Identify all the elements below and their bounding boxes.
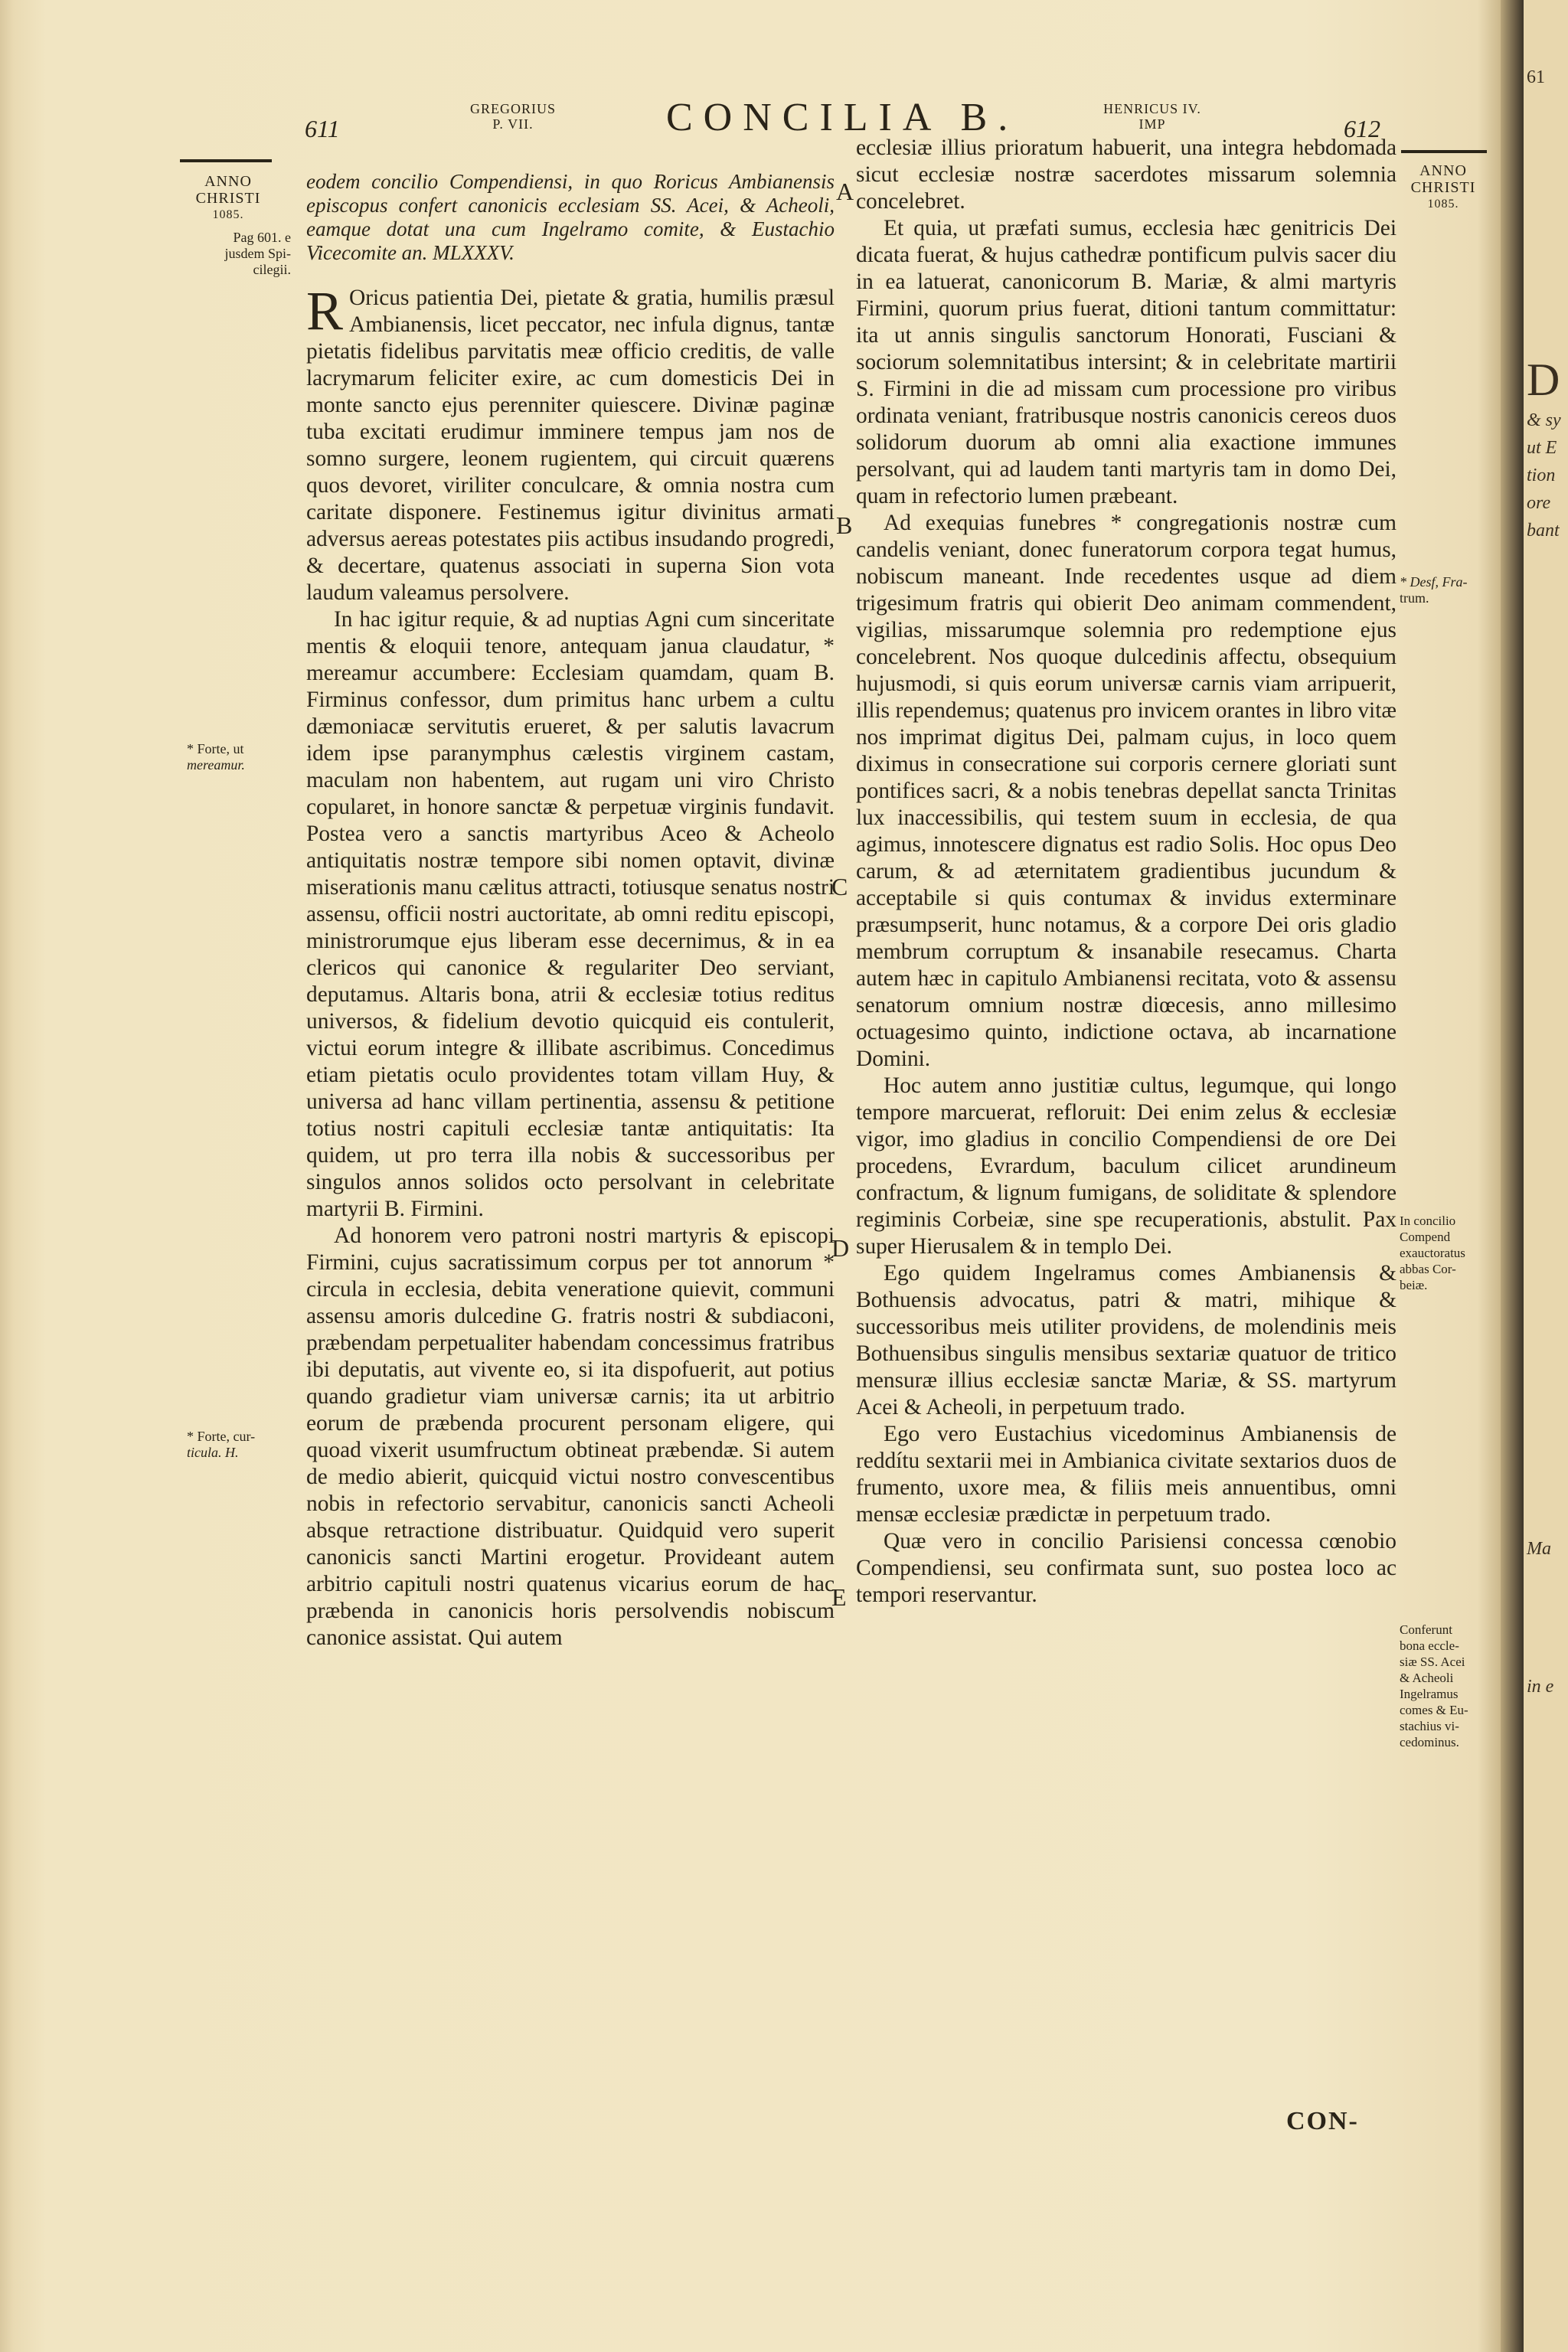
note-line: * Forte, ut bbox=[187, 741, 244, 756]
next-page-fragment: Ma bbox=[1527, 1539, 1551, 1559]
right-text-column bbox=[856, 135, 1396, 1609]
right-anno-christi bbox=[1401, 162, 1485, 213]
catchword: CON- bbox=[1286, 2107, 1359, 2135]
next-page-fragment: ut E bbox=[1527, 438, 1557, 458]
paragraph bbox=[306, 280, 835, 606]
note-line: mereamur. bbox=[187, 757, 245, 773]
note-line: Conferunt bbox=[1400, 1622, 1452, 1637]
anno-line: CHRISTI bbox=[195, 190, 261, 207]
document-intro: eodem concilio Compendiensi, in quo Roricus Ambianensis episcopus confert canonicis ecclesiam SS. Acei, & Acheoli, eamque dotat una cum Ingelramo comite, & Eustachio Vicecomite an. MLXXXV. bbox=[306, 170, 835, 264]
note-line: Ingelramus bbox=[1400, 1687, 1459, 1701]
next-page-edge bbox=[1524, 0, 1568, 2352]
left-margin-note-2 bbox=[187, 1429, 294, 1461]
right-page-number: 612 bbox=[1344, 115, 1380, 142]
next-page-fragment: bant bbox=[1527, 521, 1560, 541]
paragraph: Et quia, ut præfati sumus, ecclesia hæc genitricis Dei dicata fuerat, & hujus cathedræ pontificum pulvis sacer diu in ea latuerat, canonicorum B. Mariæ, & almi martyris Firmini, quorum prius fuerat, ditioni tantum committatur: ita ut annis singulis sanctorum Honorati, Fusciani & sociorum solemnitatibus intersint; & in celebritate martirii S. Firmini in die ad missam cum processione pro viribus ordinata veniant, fratribusque nostris canonicis cereos duos solidorum duorum ab omni alia exactione immunes persolvant, qui ad laudem tanti martyris tam in domo Dei, quam in refectorio lumen præbeant. bbox=[856, 216, 1396, 508]
note-line: beiæ. bbox=[1400, 1278, 1428, 1292]
note-line: exauctoratus bbox=[1400, 1246, 1465, 1260]
note-line: cilegii. bbox=[253, 262, 291, 277]
running-head-line: GREGORIUS bbox=[469, 101, 556, 116]
next-page-fragment: & sy bbox=[1527, 410, 1561, 430]
running-head-line: IMP bbox=[1138, 116, 1166, 132]
paragraph: Quæ vero in concilio Parisiensi concessa cœnobio Compendiensi, seu confirmata sunt, suo postea loco ac tempori reservantur. bbox=[856, 1529, 1396, 1607]
anno-line: 1085. bbox=[1427, 198, 1459, 211]
drop-cap: R bbox=[306, 280, 344, 341]
paragraph: Ad exequias funebres * congregationis nostræ cum candelis veniant, donec funeratorum corpora tegat humus, nobiscum maneant. Inde recedentes usque ad diem trigesimum fratris qui obierit Deo animam commendent, vigilias, missarumque solemnia pro redemptione ejus concelebrent. Nos quoque dulcedinis affectu, obsequium hujusmodi, si quis eorum universæ carnis viam arripuerit, illis rependemus; quatenus pro invicem orantes in libro vitæ nos imprimat digitus Dei, palmam cujus, in loco quem diximus in consecratione sui corporis cernere gloriati sunt pontifices sacri, & a nobis tenebras depellat sancta Trinitas lux inaccessibilis, qui testem suum in ecclesia, de qua agimus, innotescere dignatus est radio Solis. Hoc opus Deo carum, & ad æternitatem gradientibus jucundum & acceptabile si quis contumax & invidus exterminare præsumpserit, hunc notamus, & a corpore Dei oris gladio membrum corruptum & insanabile resecamus. Charta autem hæc in capitulo Ambianensi recitata, voto & assensu senatorum omnium nostræ diœcesis, anno millesimo octuagesimo quinto, indictione octava, ab incarnatione Domini. bbox=[856, 511, 1396, 1071]
left-anno-christi bbox=[190, 173, 266, 224]
section-letter-a: A bbox=[836, 178, 854, 205]
note-line: Pag 601. e bbox=[233, 230, 291, 245]
next-page-fragment: tion bbox=[1527, 466, 1556, 485]
anno-line: ANNO bbox=[204, 173, 252, 190]
note-line: & Acheoli bbox=[1400, 1671, 1454, 1685]
section-letter-b: B bbox=[836, 511, 853, 539]
paragraph: In hac igitur requie, & ad nuptias Agni cum sinceritate mentis & eloquii tenore, antequam janua claudatur, * mereamur accumbere: Ecclesiam quamdam, quam B. Firminus confessor, dum primitus hanc urbem a cultu dæmoniacæ servitutis erueret, & per salutis lavacrum idem ipse paranymphus cælestis virginem castam, maculam non habentem, aut rugam uni viro Christo copularet, in honore sanctæ & perpetuæ virginis fundavit. Postea vero a sanctis martyribus Aceo & Acheolo antiquitatis nostræ tempore sibi nomen optavit, divinæ miserationis manu cælitus attracti, totiusque senatus nostri assensu, officii nostri auctoritate, ab omni reditu episcopi, ministrorumque ejus liberam esse decernimus, & in ea clericos qui canonice & regulariter Deo serviant, deputamus. Altaris bona, atrii & ecclesiæ totius reditus universos, & fidelium devotio quicquid eis contulerit, victui eorum integre & illibate ascribimus. Concedimus etiam pietatis oculo providentes totam villam Huy, & universa ad hanc villam pertinentia, assensu & petitione totius nostri capituli ecclesiæ tantæ antiquitatis: Ita quidem, ut pro terra illa nobis & successoribus per singulos annos solidos octo persolvant in celebritate martyrii B. Firmini. bbox=[306, 607, 835, 1221]
note-line: In concilio bbox=[1400, 1214, 1456, 1228]
paragraph: ecclesiæ illius prioratum habuerit, una integra hebdomada sicut ecclesiæ nostræ sacerdotes missarum solemnia concelebret. bbox=[856, 136, 1396, 214]
anno-line: ANNO bbox=[1419, 162, 1467, 179]
next-page-fragment: D bbox=[1527, 354, 1560, 405]
right-margin-note-1 bbox=[1400, 574, 1491, 606]
note-line: Compend bbox=[1400, 1230, 1451, 1244]
left-running-head bbox=[459, 101, 567, 132]
paragraph-text: Oricus patientia Dei, pietate & gratia, humilis præsul Ambianensis, licet peccator, nec infula dignus, tantæ pietatis fidelibus parvitatis meæ officio creditis, de valle lacrymarum feliciter exire, ac cum domesticis Dei in monte sancto ejus perenniter quiescere. Divinæ paginæ tuba excitati erudimur imminere tempus jam nos de somno surgere, leonem rugientem, qui circuit quærens quos devoret, viriliter conculcare, & omnia nostra cum caritate disponere. Festinemus igitur divinitus armati adversus aereas potestates piis actibus insudando progredi, & decertare, quatenus associati in superna Sion vota laudum valeamus persolvere. bbox=[306, 286, 835, 605]
running-head-line: P. VII. bbox=[492, 116, 534, 132]
right-rule bbox=[1401, 150, 1487, 153]
left-margin-note-1 bbox=[187, 741, 294, 773]
page-title: CONCILIA B. bbox=[666, 96, 1019, 139]
paragraph: Ego quidem Ingelramus comes Ambianensis & Bothuensis advocatus, patri & matri, mihique & successoribus meis utiliter providens, de molendinis meis Bothuensibus singulis mensibus sextariæ quatuor de tritico mensuræ illius ecclesiæ sanctæ Mariæ, & SS. martyrum Acei & Acheoli, in perpetuum trado. bbox=[856, 1261, 1396, 1419]
anno-line: CHRISTI bbox=[1410, 179, 1476, 196]
note-line: abbas Cor- bbox=[1400, 1262, 1456, 1276]
paragraph: Hoc autem anno justitiæ cultus, legumque, qui longo tempore marcuerat, refloruit: Dei enim zelus & ecclesiæ vigor, imo gladius in concilio Compendiensi de ore Dei procedens, Evrardum, baculum cilicet arundineum confractum, & lignum fumigans, de soliditate & splendore regiminis Corbeiæ, sine spe recuperationis, abstulit. Pax super Hierusalem & in templo Dei. bbox=[856, 1073, 1396, 1259]
note-line: bona eccle- bbox=[1400, 1638, 1459, 1653]
left-text-column bbox=[306, 170, 835, 1651]
right-margin-note-2 bbox=[1400, 1213, 1494, 1293]
left-page-number: 611 bbox=[305, 115, 340, 142]
left-source-note bbox=[184, 230, 291, 278]
left-rule bbox=[180, 159, 272, 162]
note-line: cedominus. bbox=[1400, 1735, 1459, 1749]
note-line: siæ SS. Acei bbox=[1400, 1655, 1465, 1669]
note-line: * Forte, cur- bbox=[187, 1429, 256, 1444]
running-head-line: HENRICUS IV. bbox=[1103, 101, 1201, 116]
note-line: stachius vi- bbox=[1400, 1719, 1459, 1733]
anno-line: 1085. bbox=[212, 208, 244, 221]
paragraph: Ad honorem vero patroni nostri martyris & episcopi Firmini, cujus sacratissimum corpus per tot annorum * circula in ecclesia, debita veneratione quievit, communi assensu amoris dulcedine G. fratris nostri & subdiaconi, præbendam perpetualiter habendam concessimus fratribus ibi deputatis, aut vivente eo, si ita dispofuerit, aut potius quando gradietur viam universæ carnis; ita ut arbitrio eorum de præbenda procurent personam eligere, qui quoad vixerit usumfructum obtineat præbendæ. Si autem de medio abierit, quicquid victui nostro convescentibus nobis in refectorio servabitur, canonicis sancti Acheoli absque retractione distribuatur. Quidquid vero superit canonicis sancti Martini erogetur. Provideant autem arbitrio capituli nostri quatenus vicarius eorum de hac præbenda in canonicis horis persolvendis nobiscum canonice assistat. Qui autem bbox=[306, 1223, 835, 1650]
note-line: jusdem Spi- bbox=[224, 246, 291, 261]
note-line: * Desf, Fra- bbox=[1400, 574, 1468, 590]
note-line: comes & Eu- bbox=[1400, 1703, 1468, 1717]
paragraph: Ego vero Eustachius vicedominus Ambianensis de reddítu sextarii mei in Ambianica civitate sextarios duos de frumento, uxore mea, & filiis meis annuentibus, omni mensæ ecclesiæ prædictæ in perpetuum trado. bbox=[856, 1422, 1396, 1527]
next-page-fragment: 61 bbox=[1527, 67, 1545, 87]
note-line: ticula. H. bbox=[187, 1445, 239, 1460]
section-letter-e: E bbox=[831, 1583, 847, 1611]
book-gutter bbox=[1501, 0, 1524, 2352]
next-page-fragment: in e bbox=[1527, 1677, 1554, 1697]
note-line: trum. bbox=[1400, 590, 1429, 606]
right-margin-note-3 bbox=[1400, 1622, 1494, 1750]
section-letter-c: C bbox=[831, 873, 848, 900]
right-running-head bbox=[1087, 101, 1217, 132]
section-letter-d: D bbox=[831, 1234, 850, 1262]
next-page-fragment: ore bbox=[1527, 493, 1551, 513]
